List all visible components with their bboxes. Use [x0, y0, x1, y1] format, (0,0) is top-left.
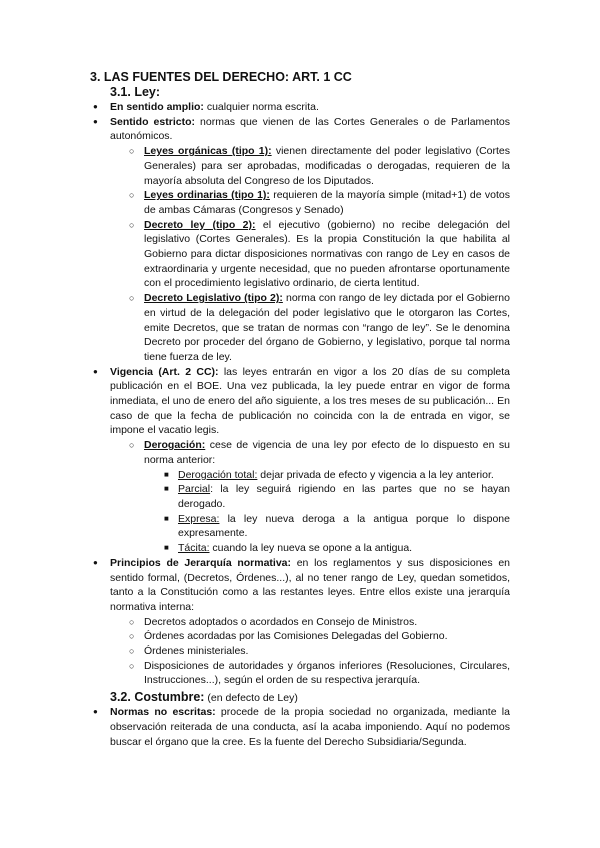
sub-bullet-leyes-ordinarias [144, 188, 510, 217]
term-text: cuando la ley nueva se opone a la antigua. [209, 542, 413, 555]
subsection-note: (en defecto de Ley) [204, 692, 298, 705]
sub-bullet-leyes-organicas [144, 144, 510, 188]
term-text: el ejecutivo (gobierno) no recibe delegación del legislativo (Cortes Generales). Es la propia Constitución la que habilita al Gobierno para dictar disposiciones normativas con rango de Ley en casos de extraordinaria y urgente necesidad, que no pueden afrontarse oportunamente con el procedimiento legislativo ordinario, de cierta lentitud. [144, 218, 510, 290]
term-text: norma con rango de ley dictada por el Gobierno en virtud de la delegación del poder legislativo que le otorgaron las Cortes, emite Decretos, que se tratan de normas con “rango de ley”. Se le denomina Decreto por proceder del órgano de Gobierno, y legislativo, porque tal norma tiene fuerza de ley. [144, 292, 510, 363]
sub-sub-bullet-derogacion-total [178, 468, 510, 483]
term-label: Decreto ley (tipo 2): [144, 218, 256, 231]
term-label: Vigencia (Art. 2 CC): [110, 365, 219, 378]
sub-bullet-decreto-legislativo [144, 291, 510, 365]
term-label: Leyes orgánicas (tipo 1): [144, 145, 272, 158]
term-text: normas que vienen de las Cortes Generales o de Parlamentos autonómicos. [110, 115, 510, 143]
sub-bullet-derogacion [144, 438, 510, 467]
subsection-heading-ley: 3.1. Ley: [110, 85, 161, 99]
list-item: ○ Órdenes acordadas por las Comisiones Delegadas del Gobierno. [144, 629, 510, 644]
subsection-title: 3.2. Costumbre: [110, 690, 205, 705]
term-label: Leyes ordinarias (tipo 1): [144, 189, 270, 202]
term-label: Principios de Jerarquía normativa: [110, 556, 292, 569]
bullet-normas-no-escritas [110, 705, 510, 749]
term-text: las leyes entrarán en vigor a los 20 días de su completa publicación en el BOE. Una vez publicada, la ley puede entrar en vigor de forma inmediata, el uno de enero del año siguiente, a los tres meses de su publicación... En caso de que la fecha de publicación no coincida con la de entrada en vigor, se impone el vacatio legis. [110, 365, 510, 437]
term-label: Parcial [178, 483, 211, 496]
subsection-heading-costumbre [110, 690, 510, 704]
sub-sub-bullet-expresa [178, 512, 510, 541]
section-heading: 3. LAS FUENTES DEL DERECHO: ART. 1 CC [90, 70, 352, 84]
term-label: Decreto Legislativo (tipo 2): [144, 292, 283, 305]
list-item: ○ Disposiciones de autoridades y órganos inferiores (Resoluciones, Circulares, Instrucciones...), según el orden de su respectiva jerarquía. [144, 659, 510, 688]
term-label: Derogación: [144, 439, 206, 452]
sub-sub-bullet-tacita [178, 541, 510, 556]
bullet-sentido-amplio [110, 100, 510, 115]
term-text: vienen directamente del poder legislativo (Cortes Generales) para ser aprobadas, modificadas o derogadas, requieren de la mayoría absoluta del Congreso de los Diputados. [144, 145, 510, 187]
sub-sub-bullet-parcial [178, 482, 510, 511]
term-text: la ley nueva deroga a la antigua porque lo dispone expresamente. [178, 512, 510, 540]
bullet-vigencia [110, 365, 510, 439]
term-text: cualquier norma escrita. [203, 101, 319, 113]
term-label: Tácita: [178, 542, 210, 555]
term-label: Normas no escritas: [110, 706, 216, 719]
term-label: Sentido estricto: [110, 115, 195, 128]
bullet-sentido-estricto [110, 115, 510, 144]
term-text: requieren de la mayoría simple (mitad+1) de votos de ambas Cámaras (Congresos y Senado) [144, 189, 510, 216]
term-text: dejar privada de efecto y vigencia a la ley anterior. [257, 468, 494, 481]
sub-bullet-decreto-ley [144, 218, 510, 292]
term-text: procede de la propia sociedad no organizada, mediante la observación reiterada de una conducta, así la acaba imponiendo. Aquí no podemos buscar el órgano que la cree. Es la fuente del Derecho Subsidiaria/Segunda. [110, 706, 510, 748]
term-text: : la ley seguirá rigiendo en las partes que no se hayan derogado. [178, 483, 510, 510]
list-item: ○ Decretos adoptados o acordados en Consejo de Ministros. [144, 615, 510, 630]
term-label: Expresa: [178, 512, 220, 525]
term-label: Derogación total: [178, 468, 258, 481]
term-text: cese de vigencia de una ley por efecto de lo dispuesto en su norma anterior: [144, 439, 510, 466]
bullet-jerarquia-normativa [110, 556, 510, 615]
list-item: ○ Órdenes ministeriales. [144, 644, 510, 659]
term-label: En sentido amplio: [110, 101, 204, 113]
term-text: en los reglamentos y sus disposiciones en sentido formal, (Decretos, Órdenes...), al no tener rango de Ley, quedan sometidos, tanto a la Constitución como a las restantes leyes. Entre ellos existe una jerarquía normativa interna: [110, 556, 510, 613]
